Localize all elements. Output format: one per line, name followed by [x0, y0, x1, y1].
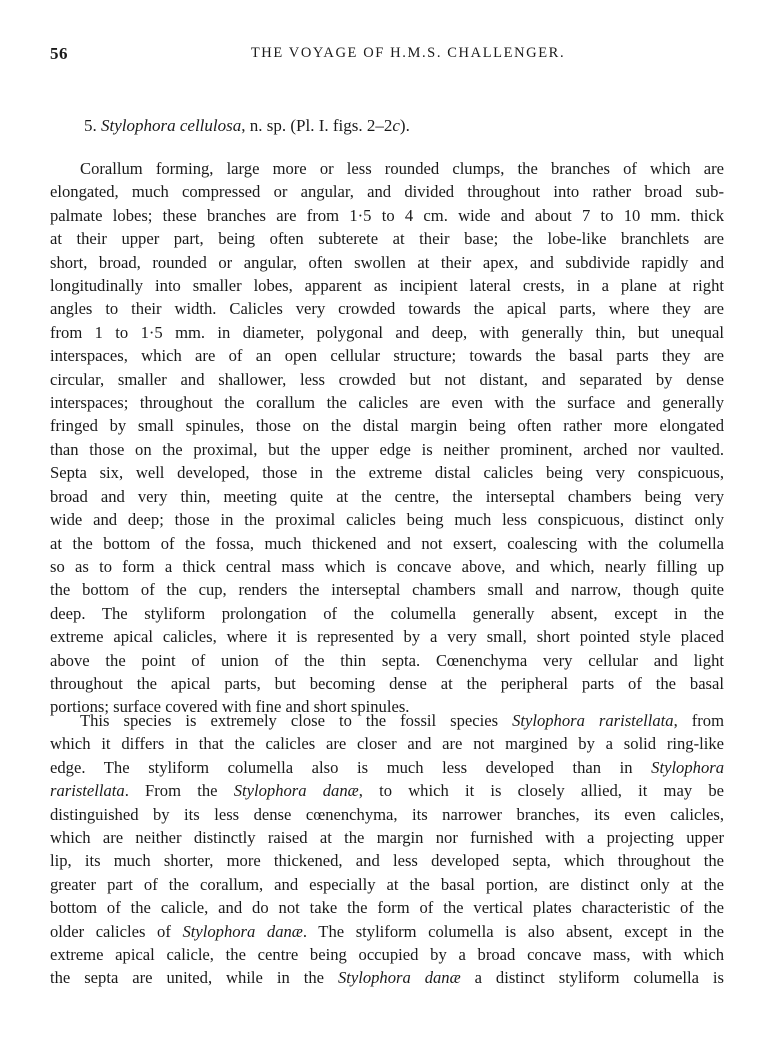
text-run: edge. The styliform columella also is much less developed than in: [50, 757, 652, 777]
text-line: [50, 896, 724, 919]
text-line: at the bottom of the fossa, much thickened and not exsert, coalescing with the columella: [50, 533, 724, 553]
text-run: extreme apical calicle, the centre being occupied by a broad concave mass, with which: [50, 945, 724, 965]
text-run: a distinct styliform columella is: [460, 968, 724, 988]
text-line: short, broad, rounded or angular, often swollen at their apex, and subdivide rapidly and: [50, 252, 724, 272]
text-run: older calicles of: [50, 921, 183, 941]
running-title: THE VOYAGE OF H.M.S. CHALLENGER.: [250, 45, 566, 61]
text-line: extreme apical calicles, where it is represented by a very small, short pointed style placed: [50, 627, 724, 647]
text-run: , to which it is closely allied, it may be: [358, 781, 724, 801]
text-line: so as to form a thick central mass which is concave above, and which, nearly filling up: [50, 556, 724, 576]
text-run: which it differs in that the calicles are closer and are not margined by a solid ring-like: [50, 734, 724, 754]
species-heading-close: ).: [399, 116, 410, 135]
text-line: [50, 943, 724, 966]
text-line: portions; surface covered with fine and short spinules.: [50, 697, 410, 717]
text-line: [50, 826, 724, 849]
text-line: wide and deep; those in the proximal calicles being much less conspicuous, distinct only: [50, 510, 724, 530]
text-line: broad and very thin, meeting quite at the centre, the interseptal chambers being very: [50, 486, 724, 506]
text-line: [50, 966, 724, 989]
text-line: the bottom of the cup, renders the interseptal chambers small and narrow, though quite: [50, 580, 724, 600]
text-line: throughout the apical parts, but becoming dense at the peripheral parts of the basal: [50, 673, 724, 693]
text-line: angles to their width. Calicles very crowded towards the apical parts, where they are: [50, 299, 724, 319]
text-run: lip, its much shorter, more thickened, and less developed septa, which throughout the: [50, 851, 724, 871]
text-run: . The styliform columella is also absent, except in the: [302, 921, 724, 941]
text-line: from 1 to 1·5 mm. in diameter, polygonal and deep, with generally thin, but unequal: [50, 322, 724, 342]
text-line: interspaces, which are of an open cellular structure; towards the basal parts they are: [50, 346, 724, 366]
italic-species-name: Stylophora danæ: [182, 921, 303, 941]
species-heading: [84, 116, 410, 136]
italic-species-name: Stylophora raristellata: [512, 711, 674, 730]
species-number: 5.: [84, 116, 97, 135]
species-heading-rest: , n. sp. (Pl. I. figs. 2–2: [241, 116, 393, 135]
text-run: This species is extremely close to the fossil species: [80, 711, 513, 730]
text-line: [50, 732, 724, 755]
text-line: elongated, much compressed or angular, and divided throughout into rather broad sub-: [50, 182, 724, 202]
text-run: , from: [673, 711, 724, 730]
text-run: . From the: [124, 781, 234, 801]
text-run: the septa are united, while in the: [50, 968, 338, 988]
page-number: 56: [50, 44, 68, 63]
text-line: [50, 849, 724, 872]
text-run: distinguished by its less dense cœnenchyma, its narrower branches, its even calicles,: [50, 804, 724, 824]
text-line: deep. The styliform prolongation of the columella generally absent, except in the: [50, 603, 724, 623]
text-line: [50, 873, 724, 896]
italic-species-name: Stylophora danæ: [337, 968, 461, 988]
description-paragraph: [50, 157, 724, 719]
text-run: which are neither distinctly raised at the margin nor furnished with a projecting upper: [50, 828, 724, 848]
italic-species-name: Stylophora: [651, 757, 724, 777]
text-line: Corallum forming, large more or less rounded clumps, the branches of which are: [80, 159, 724, 178]
text-line: interspaces; throughout the corallum the calicles are even with the surface and generally: [50, 393, 724, 413]
text-line: palmate lobes; these branches are from 1·5 to 4 cm. wide and about 7 to 10 mm. thick: [50, 205, 724, 225]
text-line: longitudinally into smaller lobes, apparent as incipient lateral crests, in a plane at right: [50, 276, 724, 296]
text-line: [50, 779, 724, 802]
text-line: at their upper part, being often subterete at their base; the lobe-like branchlets are: [50, 229, 724, 249]
species-name: Stylophora cellulosa: [101, 116, 242, 135]
text-line: [50, 803, 724, 826]
text-line: [50, 756, 724, 779]
species-fig-letter: c: [392, 116, 400, 135]
text-run: greater part of the corallum, and especially at the basal portion, are distinct only at the: [50, 874, 724, 894]
text-line: [50, 709, 724, 732]
text-line: than those on the proximal, but the upper edge is neither prominent, arched nor vaulted.: [50, 439, 724, 459]
italic-species-name: Stylophora danæ: [233, 781, 359, 801]
text-line: circular, smaller and shallower, less crowded but not distant, and separated by dense: [50, 369, 724, 389]
text-line: fringed by small spinules, those on the distal margin being often rather more elongated: [50, 416, 724, 436]
text-line: [50, 920, 724, 943]
comparison-paragraph: [50, 709, 724, 990]
text-line: above the point of union of the thin septa. Cœnenchyma very cellular and light: [50, 650, 724, 670]
text-line: Septa six, well developed, those in the extreme distal calicles being very conspicuous,: [50, 463, 724, 483]
italic-species-name: raristellata: [50, 781, 125, 801]
text-run: bottom of the calicle, and do not take the form of the vertical plates characteristic of the: [50, 898, 724, 918]
